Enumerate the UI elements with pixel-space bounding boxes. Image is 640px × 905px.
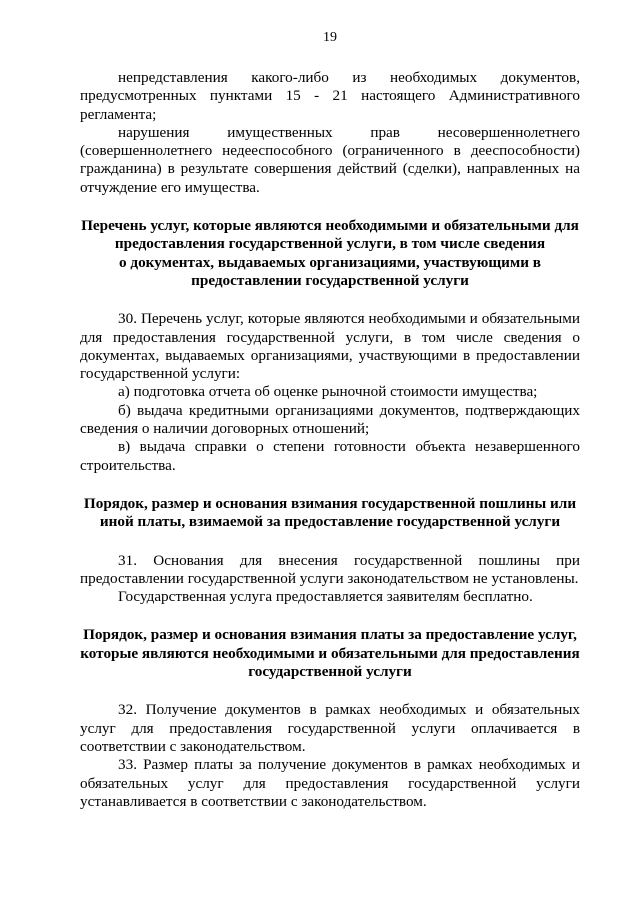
paragraph-30: 30. Перечень услуг, которые являются необходимыми и обязательными для предоставления государственной услуги, в том числе сведения о документах, выдаваемых организациями, участвующими в предоставлении государственной услуги: — [80, 310, 580, 383]
paragraph-33: 33. Размер платы за получение документов в рамках необходимых и обязательных услуг для предоставления государственной услуги устанавливается в соответствии с законодательством. — [80, 756, 580, 810]
list-item-a: а) подготовка отчета об оценке рыночной стоимости имущества; — [118, 383, 538, 401]
paragraph-32: 32. Получение документов в рамках необходимых и обязательных услуг для предоставления государственной услуги оплачивается в соответствии с законодательством. — [80, 701, 580, 755]
section-heading-service-fee — [80, 626, 580, 681]
list-item-b: б) выдача кредитными организациями документов, подтверждающих сведения о наличии договорных отношений; — [80, 401, 580, 438]
heading-line: иной платы, взимаемой за предоставление государственной услуги — [99, 513, 561, 531]
list-item-c: в) выдача справки о степени готовности объекта незавершенного строительства. — [80, 438, 580, 474]
paragraph-31-free: Государственная услуга предоставляется заявителям бесплатно. — [118, 588, 533, 606]
heading-line: Порядок, размер и основания взимания платы за предоставление услуг, — [83, 626, 577, 644]
paragraph-missing-documents: непредставления какого-либо из необходимых документов, предусмотренных пунктами 15 - 21 настоящего Административного регламента; — [80, 69, 580, 123]
heading-line: Порядок, размер и основания взимания государственной пошлины или — [83, 494, 577, 512]
heading-line: Перечень услуг, которые являются необходимыми и обязательными для — [81, 217, 579, 235]
heading-line: о документах, выдаваемых организациями, участвующими в — [119, 253, 541, 271]
heading-line: государственной услуги — [248, 663, 412, 681]
heading-line: предоставлении государственной услуги — [191, 271, 469, 289]
heading-line: которые являются необходимыми и обязательными для предоставления — [80, 644, 580, 662]
heading-line: предоставления государственной услуги, в том числе сведения — [114, 235, 546, 253]
section-heading-required-services — [80, 217, 580, 290]
page-number: 19 — [323, 30, 337, 45]
paragraph-31: 31. Основания для внесения государственной пошлины при предоставлении государственной услуги законодательством не установлены. — [80, 551, 580, 587]
paragraph-minor-rights: нарушения имущественных прав несовершеннолетнего (совершеннолетнего недееспособного (ограниченного в дееспособности) гражданина) в результате совершения действий (сделки), направленных на отчуждение его имущества. — [80, 123, 580, 196]
document-page — [80, 30, 580, 811]
section-heading-state-fee — [80, 495, 580, 532]
